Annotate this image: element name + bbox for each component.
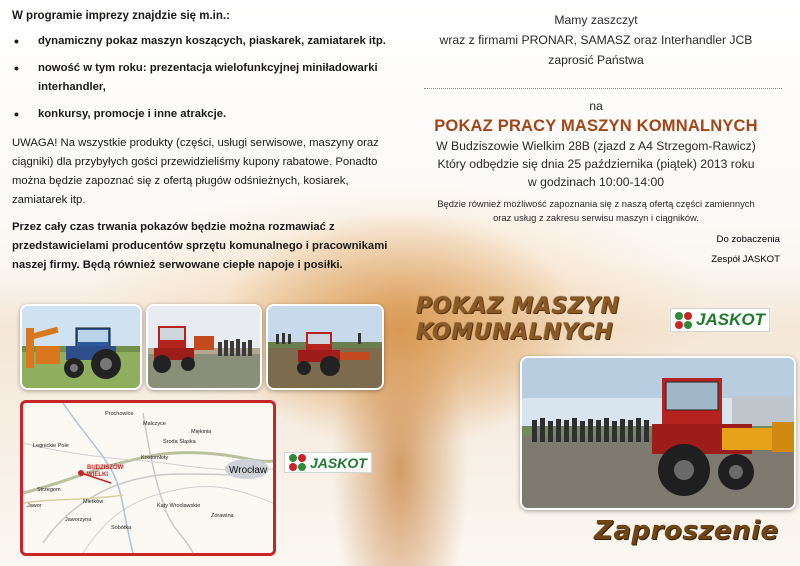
invitation-word: Zaproszenie <box>594 516 779 546</box>
program-intro: W programie imprezy znajdzie się m.in.: <box>12 10 230 22</box>
program-section <box>8 10 388 275</box>
red-tractor-crowd-photo <box>146 304 262 390</box>
date-line: Który odbędzie się dnia 25 października (piątek) 2013 roku <box>437 157 755 171</box>
bullet-icon: • <box>14 59 19 76</box>
field-tractor-photo <box>266 304 384 390</box>
venue-line: W Budziszowie Wielkim 28B (zjazd z A4 Strzegom-Rawicz) <box>436 139 756 153</box>
invite-line: zaprosić Państwa <box>548 53 644 67</box>
bullet-icon: • <box>14 32 19 49</box>
program-list-item: • dynamiczny pokaz maszyn koszących, piaskarek, zamiatarek itp. <box>14 32 386 49</box>
invite-line: Mamy zaszczyt <box>554 13 638 27</box>
na-word: na <box>589 99 603 113</box>
banner-title: POKAZ MASZYN KOMUNALNYCH <box>416 294 620 345</box>
program-list <box>8 32 388 124</box>
crowd-with-tractor-photo <box>520 356 796 510</box>
signoff: Do zobaczenia Zespół JASKOT <box>711 234 780 265</box>
city-label: Wrocław <box>229 465 268 476</box>
hours-line: w godzinach 10:00-14:00 <box>527 175 665 189</box>
jaskot-logo: JASKOT <box>670 308 770 332</box>
bullet-icon: • <box>14 105 19 122</box>
dotted-divider <box>424 88 782 89</box>
orange-mower-tractor-photo <box>20 304 142 390</box>
program-list-item: • nowość w tym roku: prezentacja wielofunkcyjnej miniładowarki interhandler, <box>14 59 378 93</box>
offer-note: Będzie również możliwość zapoznania się z naszą ofertą części zamiennych oraz usług z zakresu serwisu maszyn i ciągników. <box>437 198 755 223</box>
invite-line: wraz z firmami PRONAR, SAMASZ oraz Interhandler JCB <box>439 33 753 47</box>
coupon-notice: UWAGA! Na wszystkie produkty (części, usługi serwisowe, maszyny oraz ciągniki) dla przybyłych gości przewidzieliśmy kupony rabatowe. Ponadto można będzie zapoznać się z ofertą pługów odśnieżnych, kosiarek, zamiatarek itp. <box>12 136 379 206</box>
program-list-item: • konkursy, promocje i inne atrakcje. <box>14 105 227 122</box>
invitation-section <box>400 10 792 225</box>
jaskot-logo-icon <box>289 454 306 471</box>
route-map: Legnickie Pole Środa Śląska Kąty Wrocławskie Prochowice Malczyce Miękinia Kostomłoty Żórawina Sobótka Jaworzyna Strzegom Mietków Jawor BUDZISZÓW WIELKI Wrocław <box>20 400 276 556</box>
jaskot-logo-small: JASKOT <box>284 452 372 473</box>
destination-label: BUDZISZÓW WIELKI <box>87 465 124 478</box>
event-title: POKAZ PRACY MASZYN KOMNALNYCH <box>434 117 758 135</box>
jaskot-logo-icon <box>675 312 692 329</box>
closing-paragraph: Przez cały czas trwania pokazów będzie można rozmawiać z przedstawicielami producentów sprzętu komunalnego i pracownikami naszej firmy. Będą również serwowane ciepłe napoje i posiłki. <box>12 220 388 271</box>
